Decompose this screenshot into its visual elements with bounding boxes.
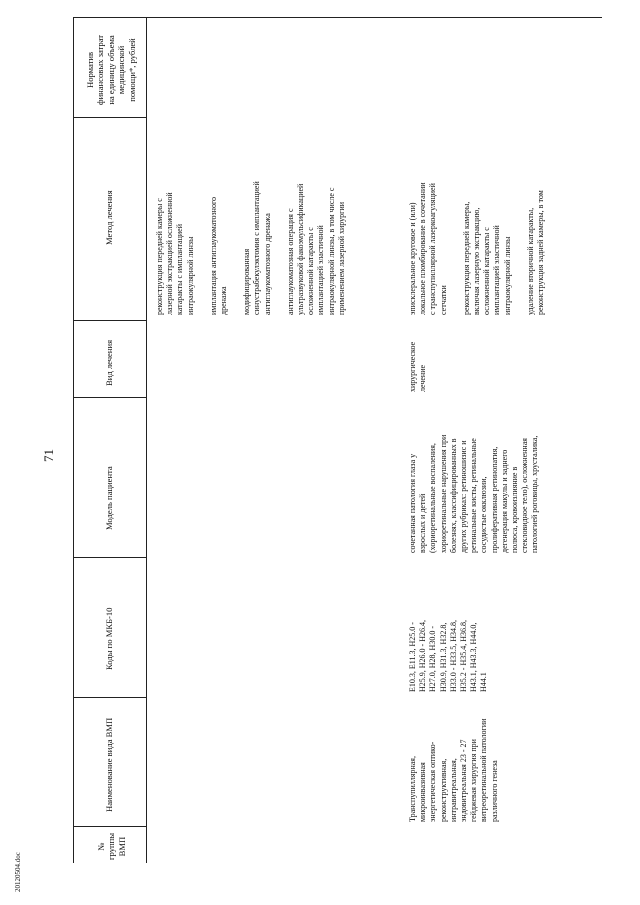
- text-line: антиглаукоматозная операция с: [285, 208, 295, 315]
- text-line: интраокулярной линзы: [502, 236, 512, 315]
- text-line: лазерной экстракцией осложненной: [165, 192, 175, 315]
- text-line: реконструктивная,: [438, 758, 448, 822]
- text-line: Транспупиллярная,: [408, 756, 417, 822]
- text-line: Вид лечения: [104, 339, 114, 386]
- text-line: хориоретинальные нарушения при: [438, 434, 448, 553]
- column-divider: [73, 697, 146, 698]
- text-line: Модель пациента: [104, 466, 114, 530]
- text-line: имплантацией эластичной: [316, 225, 326, 315]
- text-line: полюса, кровоизлияние в: [510, 466, 520, 553]
- text-line: локальное пломбирование в сочетании: [418, 182, 428, 315]
- text-line: осложненной катаракты с: [306, 227, 316, 315]
- patient-model-cell: [408, 435, 541, 553]
- table-rule-header-bottom: [146, 17, 147, 863]
- text-line: ультразвуковой факоэмульсификацией: [296, 183, 306, 315]
- text-line: группы: [106, 833, 117, 860]
- paragraph-gap: [196, 181, 209, 315]
- header-mkb-codes: [104, 608, 114, 670]
- text-line: H35.2 - H35.4, H36.8,: [459, 620, 469, 692]
- text-line: сочетанная патология глаза у: [408, 453, 417, 553]
- text-line: применением лазерной хирургии: [336, 201, 346, 315]
- table-rule-right: [73, 17, 602, 18]
- paragraph-gap: [273, 181, 286, 315]
- text-line: H33.0 - H33.5, H34.8,: [448, 620, 458, 692]
- text-line: дегенерация макулы и заднего: [499, 449, 509, 553]
- method-bottom-cell: [408, 182, 546, 315]
- text-line: реконструкция передней камеры,: [461, 201, 471, 315]
- text-line: сетчатки: [438, 285, 448, 315]
- text-line: патологией роговицы, хрусталика,: [530, 435, 540, 553]
- text-line: дренажа: [219, 286, 229, 315]
- footer-filename: 20120504.doc: [14, 852, 22, 892]
- text-line: хирургическое: [408, 341, 417, 392]
- text-line: имплантация антиглаукоматозного: [208, 196, 218, 315]
- text-line: модифицированная: [242, 248, 252, 315]
- text-line: H43.1, H43.3, H44.0,: [469, 622, 479, 692]
- text-line: пролиферативная ретинопатия,: [489, 446, 499, 553]
- text-line: финансовых затрат: [95, 34, 106, 105]
- header-group-no: [96, 833, 127, 860]
- paragraph-gap: [513, 182, 526, 315]
- text-line: синустрабекулэктомия с имплантацией: [252, 181, 262, 315]
- text-line: H27.0, H28, H30.0 -: [428, 626, 438, 692]
- text-line: H44.1: [479, 672, 489, 692]
- mkb-codes-cell: [408, 620, 490, 692]
- text-line: Норматив: [85, 51, 95, 88]
- header-method: [104, 190, 114, 245]
- text-line: катаракты с имплантацией: [175, 224, 185, 315]
- text-line: гейджевая хирургия при: [469, 739, 479, 822]
- column-divider: [73, 320, 146, 321]
- table-rule-top: [73, 17, 74, 863]
- text-line: взрослых и детей: [418, 493, 428, 553]
- text-line: E10.3, E11.3, H25.0 -: [408, 622, 417, 692]
- text-line: реконструкция передней камеры с: [155, 198, 164, 315]
- text-line: интраокулярной линзы: [185, 236, 195, 315]
- text-line: витреоретинальной патологии: [479, 718, 489, 822]
- text-line: сосудистые окклюзии,: [479, 476, 489, 553]
- column-divider: [73, 826, 146, 827]
- text-line: осложненной катаракты с: [482, 227, 492, 315]
- paragraph-gap: [449, 182, 462, 315]
- text-line: с транспупиллярной лазеркоагуляцией: [428, 183, 438, 315]
- text-line: на единицу объема: [105, 35, 116, 105]
- text-line: энергетическая оптико-: [428, 741, 438, 822]
- text-line: H30.9, H31.3, H32.8,: [438, 622, 448, 692]
- text-line: удаление вторичной катаракты,: [525, 207, 535, 315]
- text-line: помощи*, рублей: [126, 38, 137, 102]
- text-line: имплантацией эластичной: [492, 225, 502, 315]
- text-line: антиглаукоматозного дренажа: [262, 213, 272, 315]
- text-line: болезнях, классифицированных в: [448, 438, 458, 553]
- text-line: ВМП: [116, 836, 127, 857]
- treatment-type-cell: [408, 342, 428, 392]
- paragraph-gap: [229, 181, 242, 315]
- text-line: Метод лечения: [104, 190, 114, 245]
- text-line: интраокулярной линзы, в том числе с: [326, 187, 336, 315]
- vmp-name-cell: [408, 719, 500, 822]
- header-vmp-name: [104, 718, 114, 812]
- text-line: (хориоретинальные воспаления,: [428, 443, 438, 553]
- text-line: интравитреальная,: [448, 758, 458, 822]
- text-line: различного генеза: [489, 760, 499, 822]
- text-line: ретинальные кисты, ретинальные: [469, 438, 479, 553]
- text-line: включая лазерную экстракцию,: [472, 207, 482, 315]
- header-norm: [85, 35, 137, 105]
- column-divider: [73, 117, 146, 118]
- page-number: 71: [41, 449, 56, 462]
- text-line: микроинвазивная: [418, 762, 428, 822]
- text-line: H25.9, H26.0 - H26.4,: [418, 620, 428, 692]
- text-line: реконструкция задней камеры, в том: [536, 190, 546, 315]
- column-divider: [73, 397, 146, 398]
- text-line: эндовитреальная 23 - 27: [459, 739, 469, 822]
- text-line: Коды по МКБ-10: [104, 607, 114, 670]
- method-top-cell: [155, 181, 347, 315]
- text-line: лечение: [418, 364, 428, 392]
- text-line: №: [96, 842, 106, 851]
- text-line: стекловидное тело), осложненная: [520, 438, 530, 553]
- text-line: эписклеральное круговое и (или): [408, 202, 417, 315]
- text-line: Наименование вида ВМП: [104, 717, 114, 812]
- text-line: медицинской: [116, 45, 127, 95]
- header-patient-model: [104, 466, 114, 530]
- header-treatment-type: [104, 340, 114, 386]
- column-divider: [73, 557, 146, 558]
- text-line: других рубриках: ретиношизис и: [459, 440, 469, 553]
